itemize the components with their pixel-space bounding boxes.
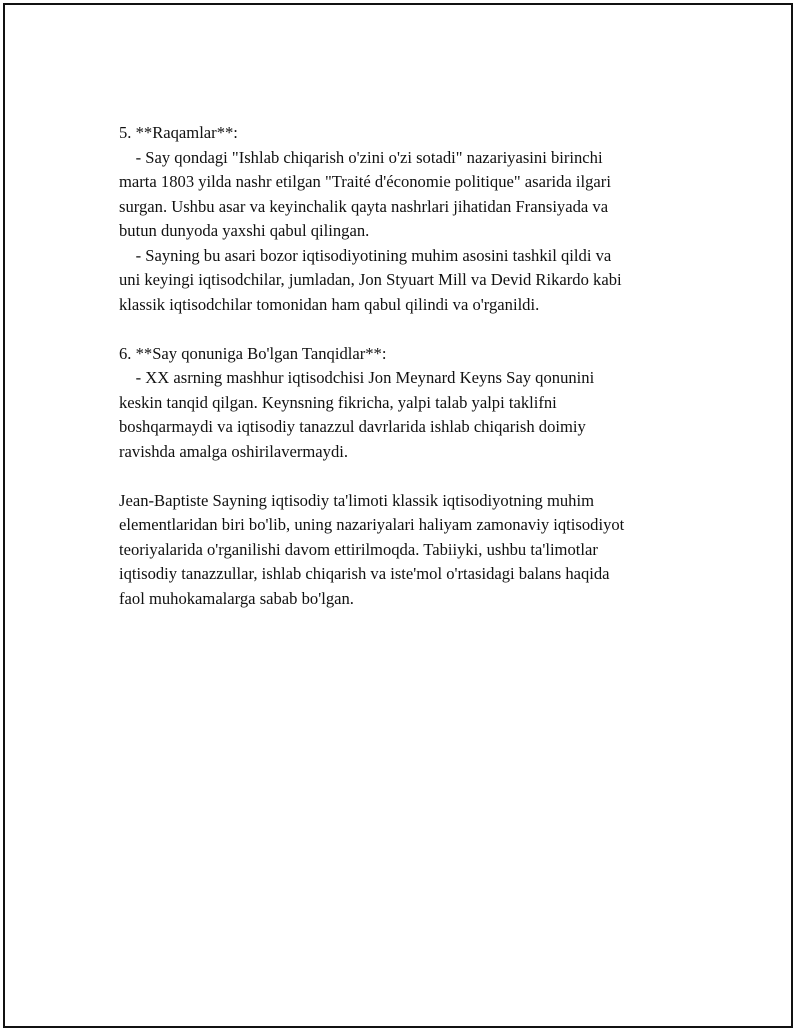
document-page bbox=[3, 3, 793, 1028]
document-body bbox=[119, 121, 699, 611]
paragraph-line: teoriyalarida o'rganilishi davom ettirilmoqda. Tabiiyki, ushbu ta'limotlar bbox=[119, 539, 598, 559]
paragraph-line: - Sayning bu asari bozor iqtisodiyotining muhim asosini tashkil qildi va bbox=[119, 245, 612, 265]
conclusion-paragraph bbox=[119, 489, 699, 612]
paragraph-line: elementlaridan biri bo'lib, uning nazariyalari haliyam zamonaviy iqtisodiyot bbox=[119, 515, 625, 534]
paragraph-line: marta 1803 yilda nashr etilgan "Traité d'économie politique" asarida ilgari bbox=[119, 172, 611, 191]
section-heading: 6. **Say qonuniga Bo'lgan Tanqidlar**: bbox=[119, 343, 387, 363]
paragraph-line: butun dunyoda yaxshi qabul qilingan. bbox=[119, 221, 370, 240]
paragraph-line: - Say qondagi "Ishlab chiqarish o'zini o'zi sotadi" nazariyasini birinchi bbox=[119, 147, 603, 167]
paragraph-line: faol muhokamalarga sabab bo'lgan. bbox=[119, 588, 354, 608]
paragraph-line: surgan. Ushbu asar va keyinchalik qayta nashrlari jihatidan Fransiyada va bbox=[119, 196, 609, 216]
paragraph-line: ravishda amalga oshirilavermaydi. bbox=[119, 441, 349, 461]
section-raqamlar bbox=[119, 121, 699, 317]
paragraph-spacer bbox=[119, 464, 699, 489]
paragraph-line: - XX asrning mashhur iqtisodchisi Jon Meynard Keyns Say qonunini bbox=[119, 368, 595, 387]
paragraph-line: uni keyingi iqtisodchilar, jumladan, Jon Styuart Mill va Devid Rikardo kabi bbox=[119, 270, 622, 289]
paragraph-line: klassik iqtisodchilar tomonidan ham qabul qilindi va o'rganildi. bbox=[119, 294, 540, 314]
paragraph-line: boshqarmaydi va iqtisodiy tanazzul davrlarida ishlab chiqarish doimiy bbox=[119, 417, 586, 436]
section-tanqidlar bbox=[119, 342, 699, 465]
paragraph-line: iqtisodiy tanazzullar, ishlab chiqarish va iste'mol o'rtasidagi balans haqida bbox=[119, 564, 610, 583]
paragraph-line: keskin tanqid qilgan. Keynsning fikricha, yalpi talab yalpi taklifni bbox=[119, 392, 557, 412]
section-heading: 5. **Raqamlar**: bbox=[119, 123, 238, 142]
paragraph-line: Jean-Baptiste Sayning iqtisodiy ta'limoti klassik iqtisodiyotning muhim bbox=[119, 490, 594, 510]
paragraph-spacer bbox=[119, 317, 699, 342]
